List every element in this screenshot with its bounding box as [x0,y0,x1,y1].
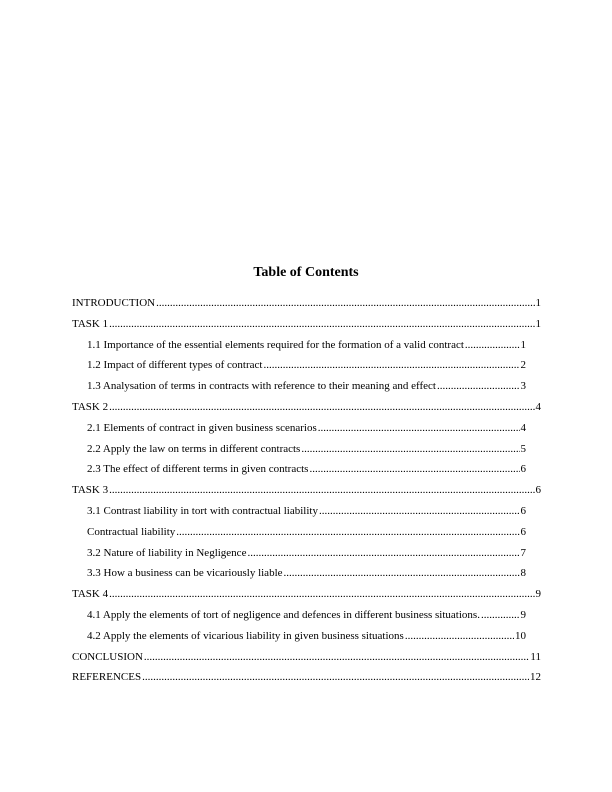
toc-entry-page: 8 [520,567,526,580]
toc-entry-references[interactable] [72,667,541,688]
toc-entry-page: 5 [520,442,526,455]
toc-entry-page: 1 [535,297,541,309]
toc-entry-label: 3.2 Nature of liability in Negligence [87,546,247,559]
toc-entry-1-3[interactable] [72,376,526,397]
toc-entry-1-1[interactable] [72,335,526,356]
toc-leader-dots [309,459,519,480]
toc-entry-1-2[interactable] [72,355,526,376]
toc-leader-dots [319,501,520,522]
toc-leader-dots [142,667,529,688]
toc-entry-task-1[interactable] [72,314,541,335]
toc-leader-dots [465,335,520,356]
toc-entry-page: 9 [535,588,541,601]
toc-entry-2-1[interactable] [72,418,526,439]
toc-entry-label: Contractual liability [87,525,176,538]
toc-entry-3-2[interactable] [72,543,526,564]
toc-leader-dots [109,314,534,335]
toc-entry-contractual-liability[interactable] [72,522,526,543]
toc-leader-dots [284,563,520,584]
toc-entry-label: 1.3 Analysation of terms in contracts with reference to their meaning and effect [87,380,436,393]
toc-entry-label: 1.2 Impact of different types of contract [87,359,263,372]
toc-entry-page: 7 [520,546,526,559]
toc-entry-label: REFERENCES [72,671,142,684]
toc-entry-page: 6 [520,525,526,538]
toc-entry-task-2[interactable] [72,397,541,418]
toc-entry-page: 1 [520,338,526,351]
toc-entry-label: 4.1 Apply the elements of tort of negligence and defences in different business situations. [87,608,480,621]
toc-title: Table of Contents [253,265,359,280]
toc-entry-page: 2 [520,359,526,372]
toc-entry-label: INTRODUCTION [72,297,156,309]
toc-entry-page: 4 [520,421,526,434]
toc-entry-page: 4 [535,400,541,413]
toc-entry-label: TASK 4 [72,588,109,601]
toc-entry-3-1[interactable] [72,501,526,522]
toc-leader-dots [437,376,520,397]
toc-leader-dots [109,584,534,605]
toc-leader-dots [405,626,514,647]
toc-entry-label: 1.1 Importance of the essential elements required for the formation of a valid contract [87,338,464,351]
toc-entry-page: 3 [520,380,526,393]
toc-entry-page: 6 [520,463,526,476]
toc-entry-label: TASK 1 [72,317,109,330]
toc-leader-dots [144,647,530,668]
toc-leader-dots [481,605,520,626]
toc-entry-2-2[interactable] [72,439,526,460]
toc-leader-dots [176,522,519,543]
toc-entry-page: 10 [515,629,526,642]
toc-entry-task-3[interactable] [72,480,541,501]
toc-entry-page: 6 [520,504,526,517]
toc-entry-label: 2.3 The effect of different terms in given contracts [87,463,309,476]
toc-leader-dots [109,480,534,501]
toc-entry-label: 2.2 Apply the law on terms in different contracts [87,442,301,455]
toc-entry-task-4[interactable] [72,584,541,605]
toc-entry-page: 1 [535,317,541,330]
toc-leader-dots [318,418,520,439]
toc-entry-label: TASK 3 [72,484,109,497]
toc-entry-page: 6 [535,484,541,497]
toc-entry-page: 11 [530,650,541,663]
toc-entry-label: TASK 2 [72,400,109,413]
toc-leader-dots [263,355,519,376]
toc-leader-dots [301,439,519,460]
toc-entry-page: 12 [530,671,541,684]
toc-entry-label: 3.3 How a business can be vicariously liable [87,567,283,580]
toc-entry-2-3[interactable] [72,459,526,480]
toc-leader-dots [109,397,534,418]
toc-leader-dots [247,543,519,564]
toc-entry-label: CONCLUSION [72,650,143,663]
toc-entry-4-2[interactable] [72,626,526,647]
toc-entry-label: 2.1 Elements of contract in given business scenarios [87,421,317,434]
toc-entry-label: 3.1 Contrast liability in tort with contractual liability [87,504,318,517]
toc-entry-page: 9 [520,608,526,621]
toc-entry-label: 4.2 Apply the elements of vicarious liability in given business situations [87,629,404,642]
toc-entry-conclusion[interactable] [72,647,541,668]
toc-entry-4-1[interactable] [72,605,526,626]
toc-leader-dots [156,293,534,314]
toc-entry-3-3[interactable] [72,563,526,584]
table-of-contents [72,293,541,688]
toc-entry-introduction[interactable] [72,293,541,314]
